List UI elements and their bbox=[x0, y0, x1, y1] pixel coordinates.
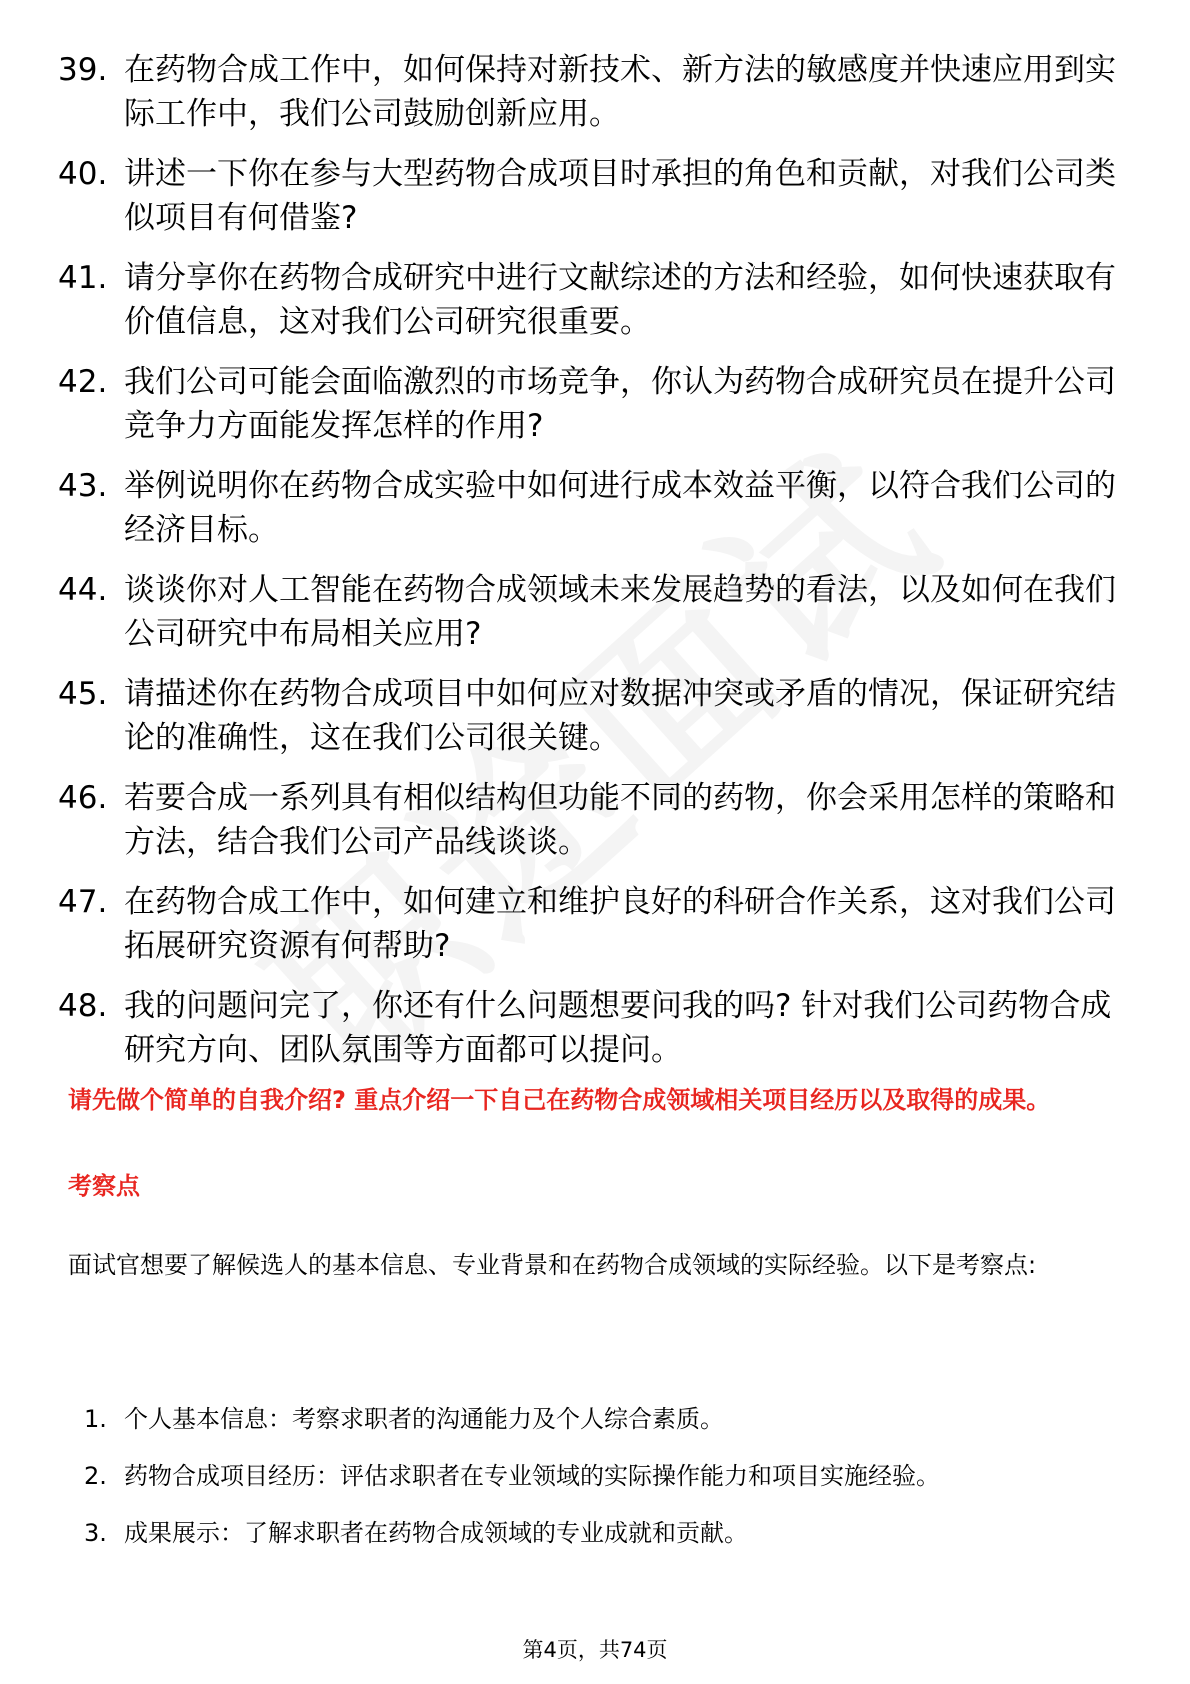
question-item bbox=[58, 880, 1138, 968]
question-item bbox=[58, 256, 1138, 344]
list-item bbox=[84, 1402, 1124, 1436]
question-number: 48. bbox=[58, 988, 108, 1024]
question-number: 41. bbox=[58, 260, 108, 296]
question-text: 请描述你在药物合成项目中如何应对数据冲突或矛盾的情况，保证研究结论的准确性，这在我们公司很关键。 bbox=[124, 676, 1116, 756]
question-item bbox=[58, 360, 1138, 448]
list-item-number: 2. bbox=[84, 1462, 107, 1490]
list-item-text: 药物合成项目经历：评估求职者在专业领域的实际操作能力和项目实施经验。 bbox=[124, 1462, 940, 1490]
question-item bbox=[58, 776, 1138, 864]
question-number: 46. bbox=[58, 780, 108, 816]
question-number: 47. bbox=[58, 884, 108, 920]
question-number: 43. bbox=[58, 468, 108, 504]
question-number: 45. bbox=[58, 676, 108, 712]
question-item bbox=[58, 464, 1138, 552]
intro-paragraph: 面试官想要了解候选人的基本信息、专业背景和在药物合成领域的实际经验。以下是考察点: bbox=[68, 1251, 1037, 1279]
question-text: 我们公司可能会面临激烈的市场竞争，你认为药物合成研究员在提升公司竞争力方面能发挥怎样的作用? bbox=[124, 364, 1116, 444]
question-item bbox=[58, 672, 1138, 760]
page-footer: 第4页，共74页 bbox=[522, 1638, 668, 1662]
highlighted-question: 请先做个简单的自我介绍? 重点介绍一下自己在药物合成领域相关项目经历以及取得的成果。 bbox=[68, 1086, 1051, 1114]
evaluation-points-list bbox=[84, 1402, 1124, 1573]
question-item bbox=[58, 48, 1138, 136]
question-text: 在药物合成工作中，如何保持对新技术、新方法的敏感度并快速应用到实际工作中，我们公司鼓励创新应用。 bbox=[124, 52, 1116, 132]
list-item-text: 成果展示：了解求职者在药物合成领域的专业成就和贡献。 bbox=[124, 1519, 748, 1547]
question-text: 若要合成一系列具有相似结构但功能不同的药物，你会采用怎样的策略和方法，结合我们公司产品线谈谈。 bbox=[124, 780, 1116, 860]
list-item-text: 个人基本信息：考察求职者的沟通能力及个人综合素质。 bbox=[124, 1405, 724, 1433]
question-number: 39. bbox=[58, 52, 108, 88]
question-text: 讲述一下你在参与大型药物合成项目时承担的角色和贡献，对我们公司类似项目有何借鉴? bbox=[124, 156, 1116, 236]
question-number: 44. bbox=[58, 572, 108, 608]
question-item bbox=[58, 568, 1138, 656]
question-item bbox=[58, 984, 1138, 1072]
question-text: 谈谈你对人工智能在药物合成领域未来发展趋势的看法，以及如何在我们公司研究中布局相关应用? bbox=[124, 572, 1116, 652]
question-list bbox=[58, 48, 1138, 1088]
list-item-number: 3. bbox=[84, 1519, 107, 1547]
question-number: 40. bbox=[58, 156, 108, 192]
list-item bbox=[84, 1459, 1124, 1493]
question-number: 42. bbox=[58, 364, 108, 400]
question-text: 我的问题问完了，你还有什么问题想要问我的吗? 针对我们公司药物合成研究方向、团队氛围等方面都可以提问。 bbox=[124, 988, 1112, 1068]
question-text: 举例说明你在药物合成实验中如何进行成本效益平衡，以符合我们公司的经济目标。 bbox=[124, 468, 1116, 548]
question-text: 请分享你在药物合成研究中进行文献综述的方法和经验，如何快速获取有价值信息，这对我们公司研究很重要。 bbox=[124, 260, 1116, 340]
list-item-number: 1. bbox=[84, 1405, 107, 1433]
question-item bbox=[58, 152, 1138, 240]
list-item bbox=[84, 1516, 1124, 1550]
question-text: 在药物合成工作中，如何建立和维护良好的科研合作关系，这对我们公司拓展研究资源有何帮助? bbox=[124, 884, 1116, 964]
section-heading: 考察点 bbox=[68, 1172, 140, 1200]
